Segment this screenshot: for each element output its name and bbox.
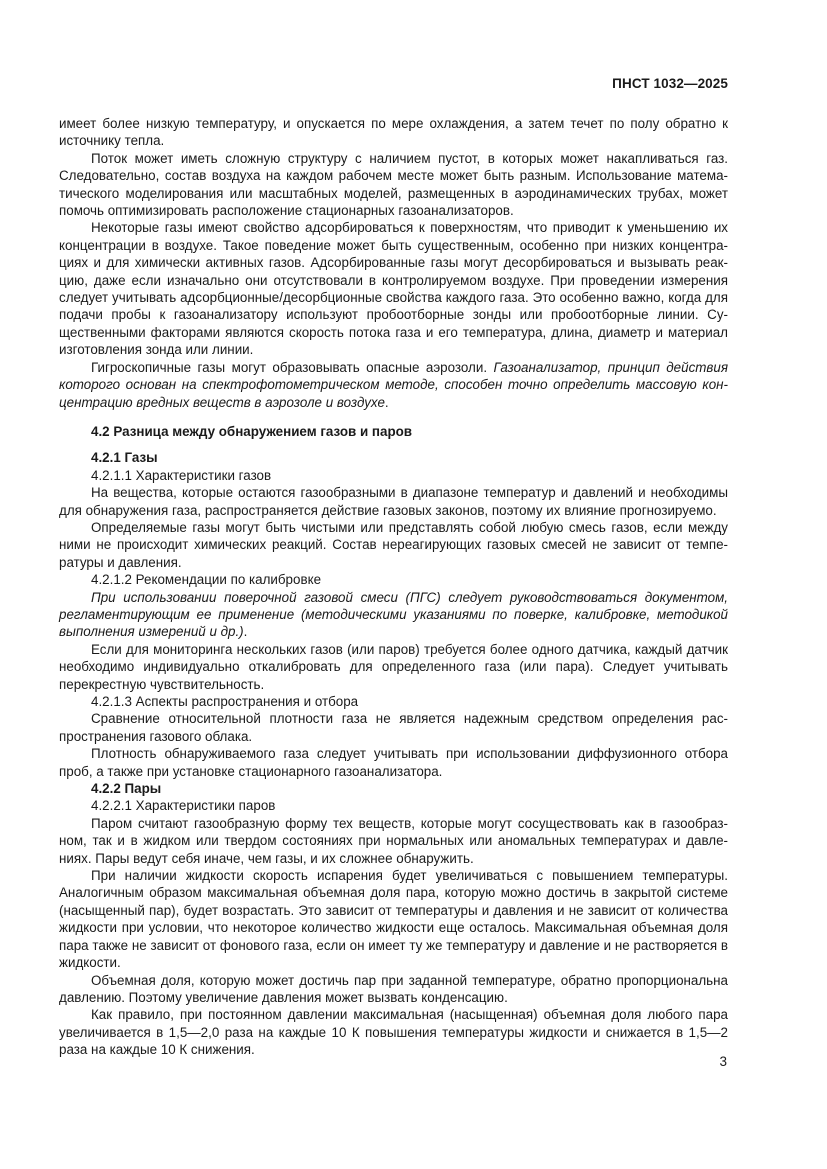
section-heading-4-2: 4.2 Разница между обнаружением газов и паров — [91, 423, 413, 439]
subsection-heading-4-2-1: 4.2.1 Газы — [91, 450, 158, 466]
paragraph-continuation: имеет более низкую температуру, и опускается по мере охлаждения, а затем течет по полу обратно к источнику тепла. — [59, 116, 728, 149]
paragraph-gas-density: Плотность обнаруживаемого газа следует учитывать при использовании диффузионного отбора проб, а также при установке стационарного газоанализатора. — [59, 746, 728, 779]
clause-heading-4-2-1-2: 4.2.1.2 Рекомендации по калибровке — [91, 572, 322, 588]
paragraph-gas-mixtures: Определяемые газы могут быть чистыми или представлять собой любую смесь газов, если между ними не происходит химических реакций. Состав нереагирующих газовых смесей не зависит от температуры и давления. — [59, 519, 728, 570]
paragraph-hygroscopic-text: Гигроскопичные газы могут образовывать опасные аэрозоли. — [91, 359, 494, 375]
clause-heading-4-2-1-1: 4.2.1.1 Характеристики газов — [91, 467, 272, 483]
clause-heading-4-2-1-3: 4.2.1.3 Аспекты распространения и отбора — [91, 694, 359, 709]
paragraph-calibration-italic: При использовании поверочной газовой смеси (ПГС) следует руководствоваться документом, регламентирующим ее применение (методическими указаниями по поверке, калибровке, методикой выполнения измерений и др.) — [59, 589, 728, 640]
paragraph-flow-structure: Поток может иметь сложную структуру с наличием пустот, в которых может накапливаться газ. Следовательно, состав воздуха на каждом рабочем месте может быть разным. Использование математического моделирования или масштабных моделей, размещенных в аэродинамических трубах, может помочь оптимизировать расположение стационарных газоанализаторов. — [59, 150, 728, 219]
document-id-header: ПНСТ 1032—2025 — [612, 76, 728, 91]
paragraph-hygroscopic-italic: Газоанализатор, принцип действия которого основан на спектрофотометрическом методе, способен точно определить массовую концентрацию вредных веществ в аэрозоле и воздухе — [59, 359, 729, 410]
paragraph-calibration-end: . — [243, 624, 248, 640]
clause-heading-4-2-2-1: 4.2.2.1 Характеристики паров — [91, 798, 276, 814]
paragraph-gas-laws: На вещества, которые остаются газообразными в диапазоне температур и давлений и необходимы для обнаружения газа, распространяется действие газовых законов, поэтому их влияние прогнозируемо. — [59, 485, 728, 518]
paragraph-calibration — [59, 589, 728, 641]
paragraph-evaporation: При наличии жидкости скорость испарения будет увеличиваться с повышением температуры. Аналогичным образом максимальная объемная доля пара, которую можно достичь в закрытой системе (насыщенный пар), будет возрастать. Это зависит от температуры и давления и не зависит от количества жидкости при условии, что некоторое количество жидкости еще осталось. Максимальная объемная доля пара также не зависит от фонового газа, если он имеет ту же температуру и давление и не растворяется в жидкости. — [59, 868, 728, 971]
paragraph-volume-fraction: Объемная доля, которую может достичь пар при заданной температуре, обратно пропорциональна давлению. Поэтому увеличение давления может вызвать конденсацию. — [59, 972, 728, 1005]
paragraph-vapor-definition: Паром считают газообразную форму тех веществ, которые могут сосуществовать как в газообразном, так и в жидком или твердом состояниях при нормальных или аномальных температурах и давлениях. Пары ведут себя иначе, чем газы, и их сложнее обнаружить. — [59, 815, 728, 866]
subsection-heading-4-2-2: 4.2.2 Пары — [91, 781, 162, 797]
paragraph-multiple-sensors: Если для мониторинга нескольких газов (или паров) требуется более одного датчика, каждый датчик необходимо индивидуально откалибровать для определенного газа (или пара). Следует учитывать перекрестную чувствительность. — [59, 641, 728, 692]
page-content — [59, 115, 728, 1059]
page-number: 3 — [719, 1054, 727, 1069]
paragraph-relative-density: Сравнение относительной плотности газа не является надежным средством определения распространения газового облака. — [59, 711, 728, 744]
paragraph-adsorption: Некоторые газы имеют свойство адсорбироваться к поверхностям, что приводит к уменьшению их концентрации в воздухе. Такое поведение может быть существенным, особенно при низких концентрациях и для химически активных газов. Адсорбированные газы могут десорбироваться и вызывать реакцию, даже если изначально они отсутствовали в контролируемом воздухе. При проведении измерения следует учитывать адсорбционные/десорбционные свойства каждого газа. Это особенно важно, когда для подачи пробы к газоанализатору используют пробоотборные зонды или пробоотборные линии. Существенными факторами являются скорость потока газа и его температура, длина, диаметр и материал изготовления зонда или линии. — [59, 220, 728, 358]
paragraph-saturated-fraction: Как правило, при постоянном давлении максимальная (насыщенная) объемная доля любого пара увеличивается в 1,5—2,0 раза на каждые 10 К повышения температуры жидкости и снижается в 1,5—2 раза на каждые 10 К снижения. — [59, 1007, 728, 1058]
paragraph-hygroscopic-end: . — [384, 394, 389, 410]
paragraph-hygroscopic — [59, 359, 728, 411]
